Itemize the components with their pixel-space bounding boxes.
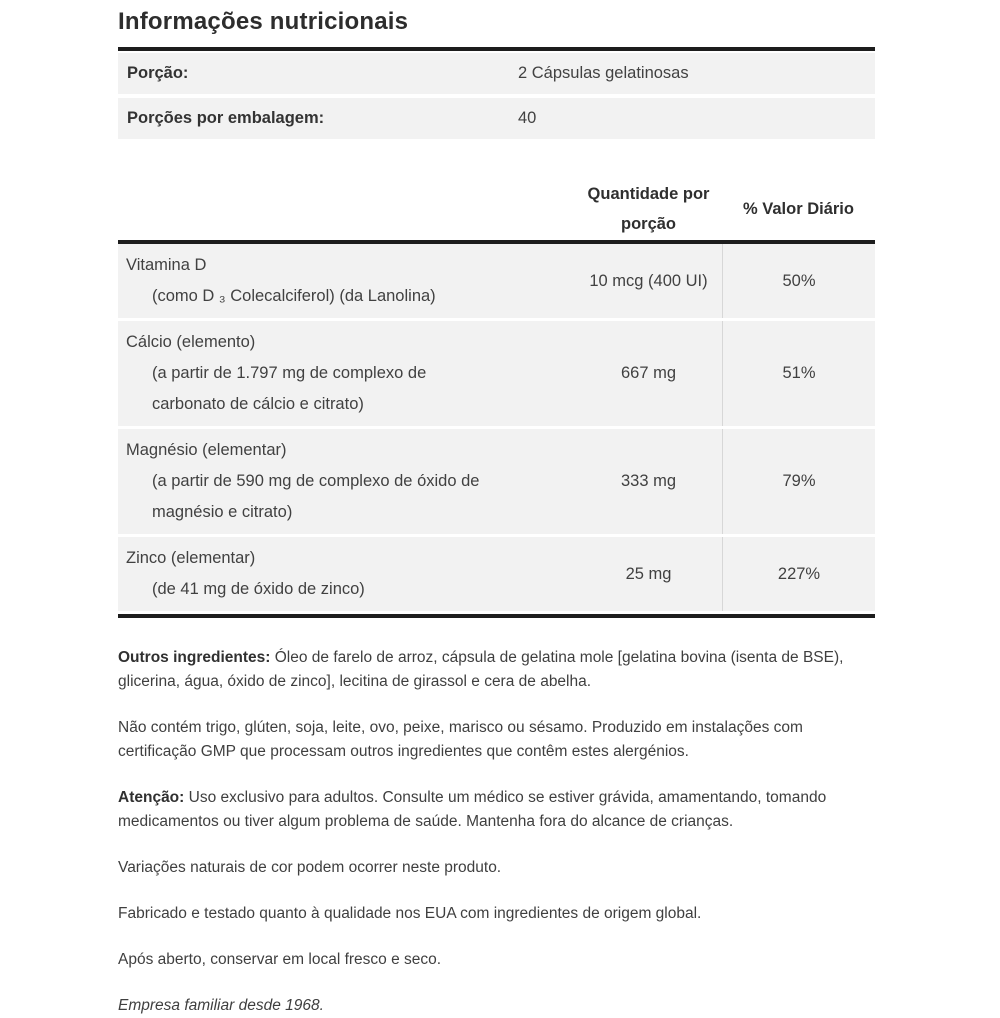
daily-value-header: % Valor Diário [743,199,854,218]
nutrient-name: Vitamina D [126,256,207,274]
servings-per-container-row [118,98,875,139]
warning-note [118,786,875,834]
company-tagline: Empresa familiar desde 1968. [118,997,324,1014]
color-variation-note: Variações naturais de cor podem ocorrer neste produto. [118,859,502,876]
amount-header-line1: Quantidade por [587,185,710,203]
nutrient-amount: 10 mcg (400 UI) [589,271,708,290]
nutrient-detail: (como D ₃ Colecalciferol) (da Lanolina) [152,287,436,305]
allergen-note: Não contém trigo, glúten, soja, leite, ovo, peixe, marisco ou sésamo. Produzido em instalações com certificação GMP que processam outros ingredientes que contêm estes alergénios. [118,719,803,760]
nutrient-row-vitamin-d [118,244,875,318]
serving-size-row [118,53,875,94]
amount-per-serving-header [575,179,722,239]
nutrient-daily-value: 50% [722,244,875,318]
other-ingredients-note [118,646,875,694]
other-ingredients-text: Óleo de farelo de arroz, cápsula de gelatina mole [gelatina bovina (isenta de BSE), glicerina, água, óxido de zinco], lecitina de girassol e cera de abelha. [118,649,844,690]
warning-text: Uso exclusivo para adultos. Consulte um médico se estiver grávida, amamentando, tomando medicamentos ou tiver algum problema de saúde. Mantenha fora do alcance de crianças. [118,789,827,830]
footnotes-section [118,646,875,1018]
nutrient-row-zinc [118,537,875,611]
other-ingredients-lead: Outros ingredientes: [118,649,271,666]
nutrient-daily-value: 79% [722,429,875,534]
page-title: Informações nutricionais [118,8,409,35]
nutrient-row-magnesium [118,429,875,534]
nutrient-table-header [118,179,875,239]
nutrient-name: Zinco (elementar) [126,549,256,567]
nutrient-detail: magnésio e citrato) [152,503,293,521]
nutrient-name: Cálcio (elemento) [126,333,256,351]
nutrient-detail: carbonato de cálcio e citrato) [152,395,364,413]
warning-lead: Atenção: [118,789,185,806]
quality-note: Fabricado e testado quanto à qualidade nos EUA com ingredientes de origem global. [118,905,702,922]
nutrient-amount: 25 mg [625,564,672,583]
nutrition-label [118,8,875,1018]
storage-note: Após aberto, conservar em local fresco e seco. [118,951,442,968]
divider-table-bottom [118,614,875,618]
servings-per-container-value: 40 [518,109,537,127]
nutrient-detail: (a partir de 1.797 mg de complexo de [152,364,427,382]
nutrient-detail: (a partir de 590 mg de complexo de óxido de [152,472,480,490]
nutrient-name-cell [118,429,575,534]
nutrient-detail: (de 41 mg de óxido de zinco) [152,580,365,598]
serving-size-value: 2 Cápsulas gelatinosas [518,64,689,82]
divider-top [118,47,875,51]
nutrient-name: Magnésio (elementar) [126,441,287,459]
serving-size-label: Porção: [127,64,189,82]
nutrient-name-cell [118,244,575,318]
nutrient-daily-value: 51% [722,321,875,426]
nutrient-name-cell [118,321,575,426]
nutrient-row-calcium [118,321,875,426]
servings-per-container-label: Porções por embalagem: [127,109,325,127]
nutrient-daily-value: 227% [722,537,875,611]
nutrient-name-cell [118,537,575,611]
amount-header-line2: porção [620,215,676,233]
nutrient-amount: 667 mg [620,364,677,382]
nutrient-amount: 333 mg [620,472,677,490]
